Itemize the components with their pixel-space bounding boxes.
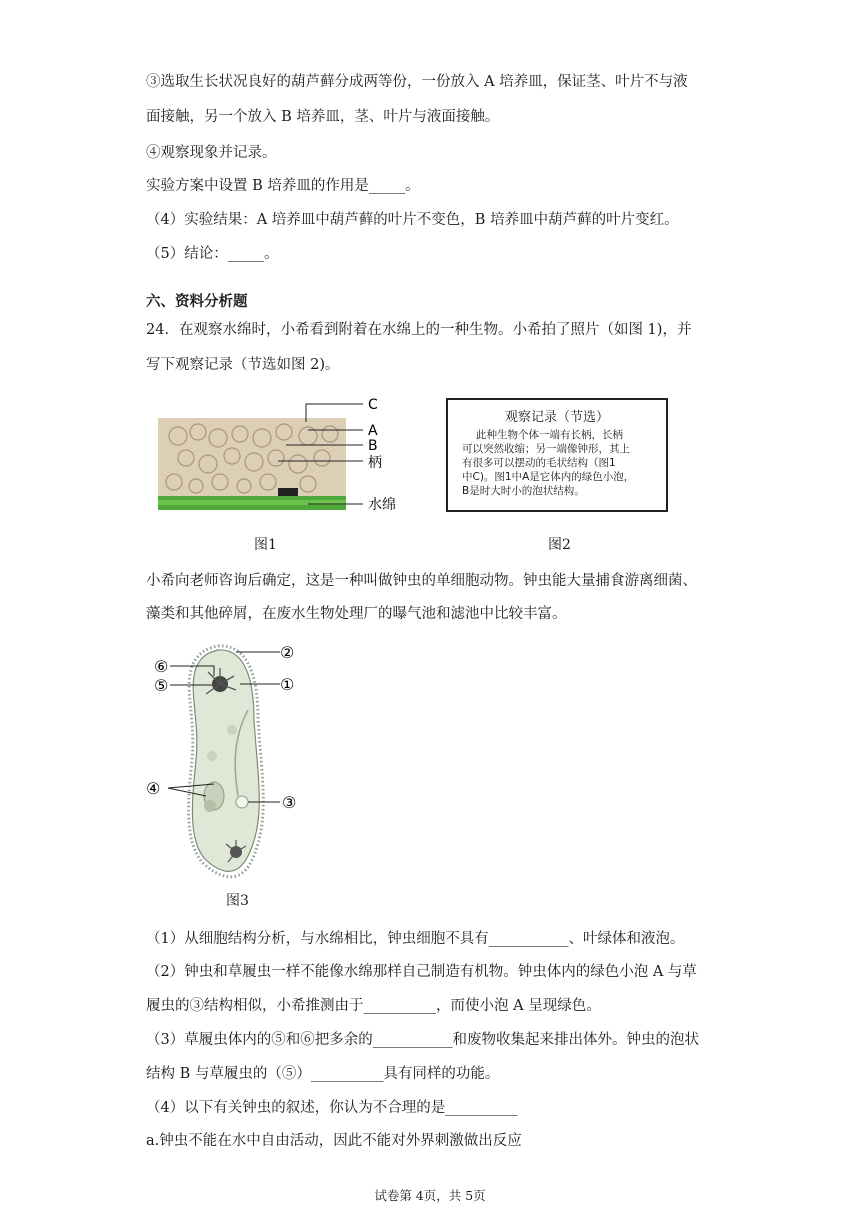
figure2-body-line: 有很多可以摆动的毛状结构（图1 <box>462 457 616 469</box>
fig1-label-spirogyra: 水绵 <box>368 497 396 513</box>
fig3-label-2: ② <box>280 643 295 662</box>
figure2-body-line: B是时大时小的泡状结构。 <box>462 485 585 497</box>
fig1-label-stalk: 柄 <box>368 455 382 471</box>
figure2-body-line: 可以突然收缩；另一端像钟形，其上 <box>462 443 630 455</box>
fig3-label-3: ③ <box>282 793 297 812</box>
fig3-label-6: ⑥ <box>154 657 169 676</box>
section-heading: 六、资料分析题 <box>146 293 248 310</box>
vorticella-description-cont: 藻类和其他碎屑，在废水生物处理厂的曝气池和滤池中比较丰富。 <box>146 606 567 622</box>
question-24-3: （3）草履虫体内的⑤和⑥把多余的___________和废物收集起来排出体外。钟虫的泡状 <box>146 1032 699 1048</box>
experiment-result: （4）实验结果：A 培养皿中葫芦藓的叶片不变色，B 培养皿中葫芦藓的叶片变红。 <box>146 212 679 228</box>
fig3-label-5: ⑤ <box>154 676 169 695</box>
figure1-photo <box>158 392 408 518</box>
question-24-4-option-a: a.钟虫不能在水中自由活动，因此不能对外界刺激做出反应 <box>146 1133 522 1149</box>
question-24-1: （1）从细胞结构分析，与水绵相比，钟虫细胞不具有___________、叶绿体和液泡。 <box>146 931 685 947</box>
question-24-2: （2）钟虫和草履虫一样不能像水绵那样自己制造有机物。钟虫体内的绿色小泡 A 与草 <box>146 964 697 980</box>
conclusion: （5）结论：_____。 <box>146 246 279 262</box>
figure2-body-line: 中C)。图1中A是它体内的绿色小泡， <box>462 471 635 483</box>
fig1-label-a: A <box>368 423 378 439</box>
text-line-step3: ③选取生长状况良好的葫芦藓分成两等份，一份放入 A 培养皿，保证茎、叶片不与液 <box>146 74 688 90</box>
question-24-intro: 24．在观察水绵时，小希看到附着在水绵上的一种生物。小希拍了照片（如图 1)，并 <box>146 322 692 338</box>
page-footer: 试卷第 4页，共 5页 <box>374 1188 486 1203</box>
fig3-label-4: ④ <box>146 779 161 798</box>
figure2-caption: 图2 <box>548 537 571 553</box>
text-line-step4: ④观察现象并记录。 <box>146 145 277 161</box>
vorticella-description: 小希向老师咨询后确定，这是一种叫做钟虫的单细胞动物。钟虫能大量捕食游离细菌、 <box>146 573 697 589</box>
figure2-body <box>448 428 666 498</box>
figure2-record-box <box>446 398 668 512</box>
question-24-4: （4）以下有关钟虫的叙述，你认为不合理的是__________ <box>146 1100 518 1116</box>
fig1-label-c: C <box>368 397 378 413</box>
figure3-caption: 图3 <box>226 893 249 909</box>
fig3-label-1: ① <box>280 675 295 694</box>
question-24-3-cont: 结构 B 与草履虫的（⑤）__________具有同样的功能。 <box>146 1066 500 1082</box>
figure1-caption: 图1 <box>254 537 277 553</box>
text-line-step3-cont: 面接触，另一个放入 B 培养皿，茎、叶片与液面接触。 <box>146 109 500 125</box>
figure3-paramecium-diagram <box>140 640 320 910</box>
question-24-intro-cont: 写下观察记录（节选如图 2)。 <box>146 357 340 373</box>
question-b-dish-purpose: 实验方案中设置 B 培养皿的作用是_____。 <box>146 178 420 194</box>
figure2-body-line: 此种生物个体一端有长柄，长柄 <box>476 429 623 441</box>
question-24-2-cont: 履虫的③结构相似，小希推测由于__________，而使小泡 A 呈现绿色。 <box>146 998 601 1014</box>
figure2-title: 观察记录（节选） <box>504 410 609 425</box>
fig1-label-b: B <box>368 438 378 454</box>
